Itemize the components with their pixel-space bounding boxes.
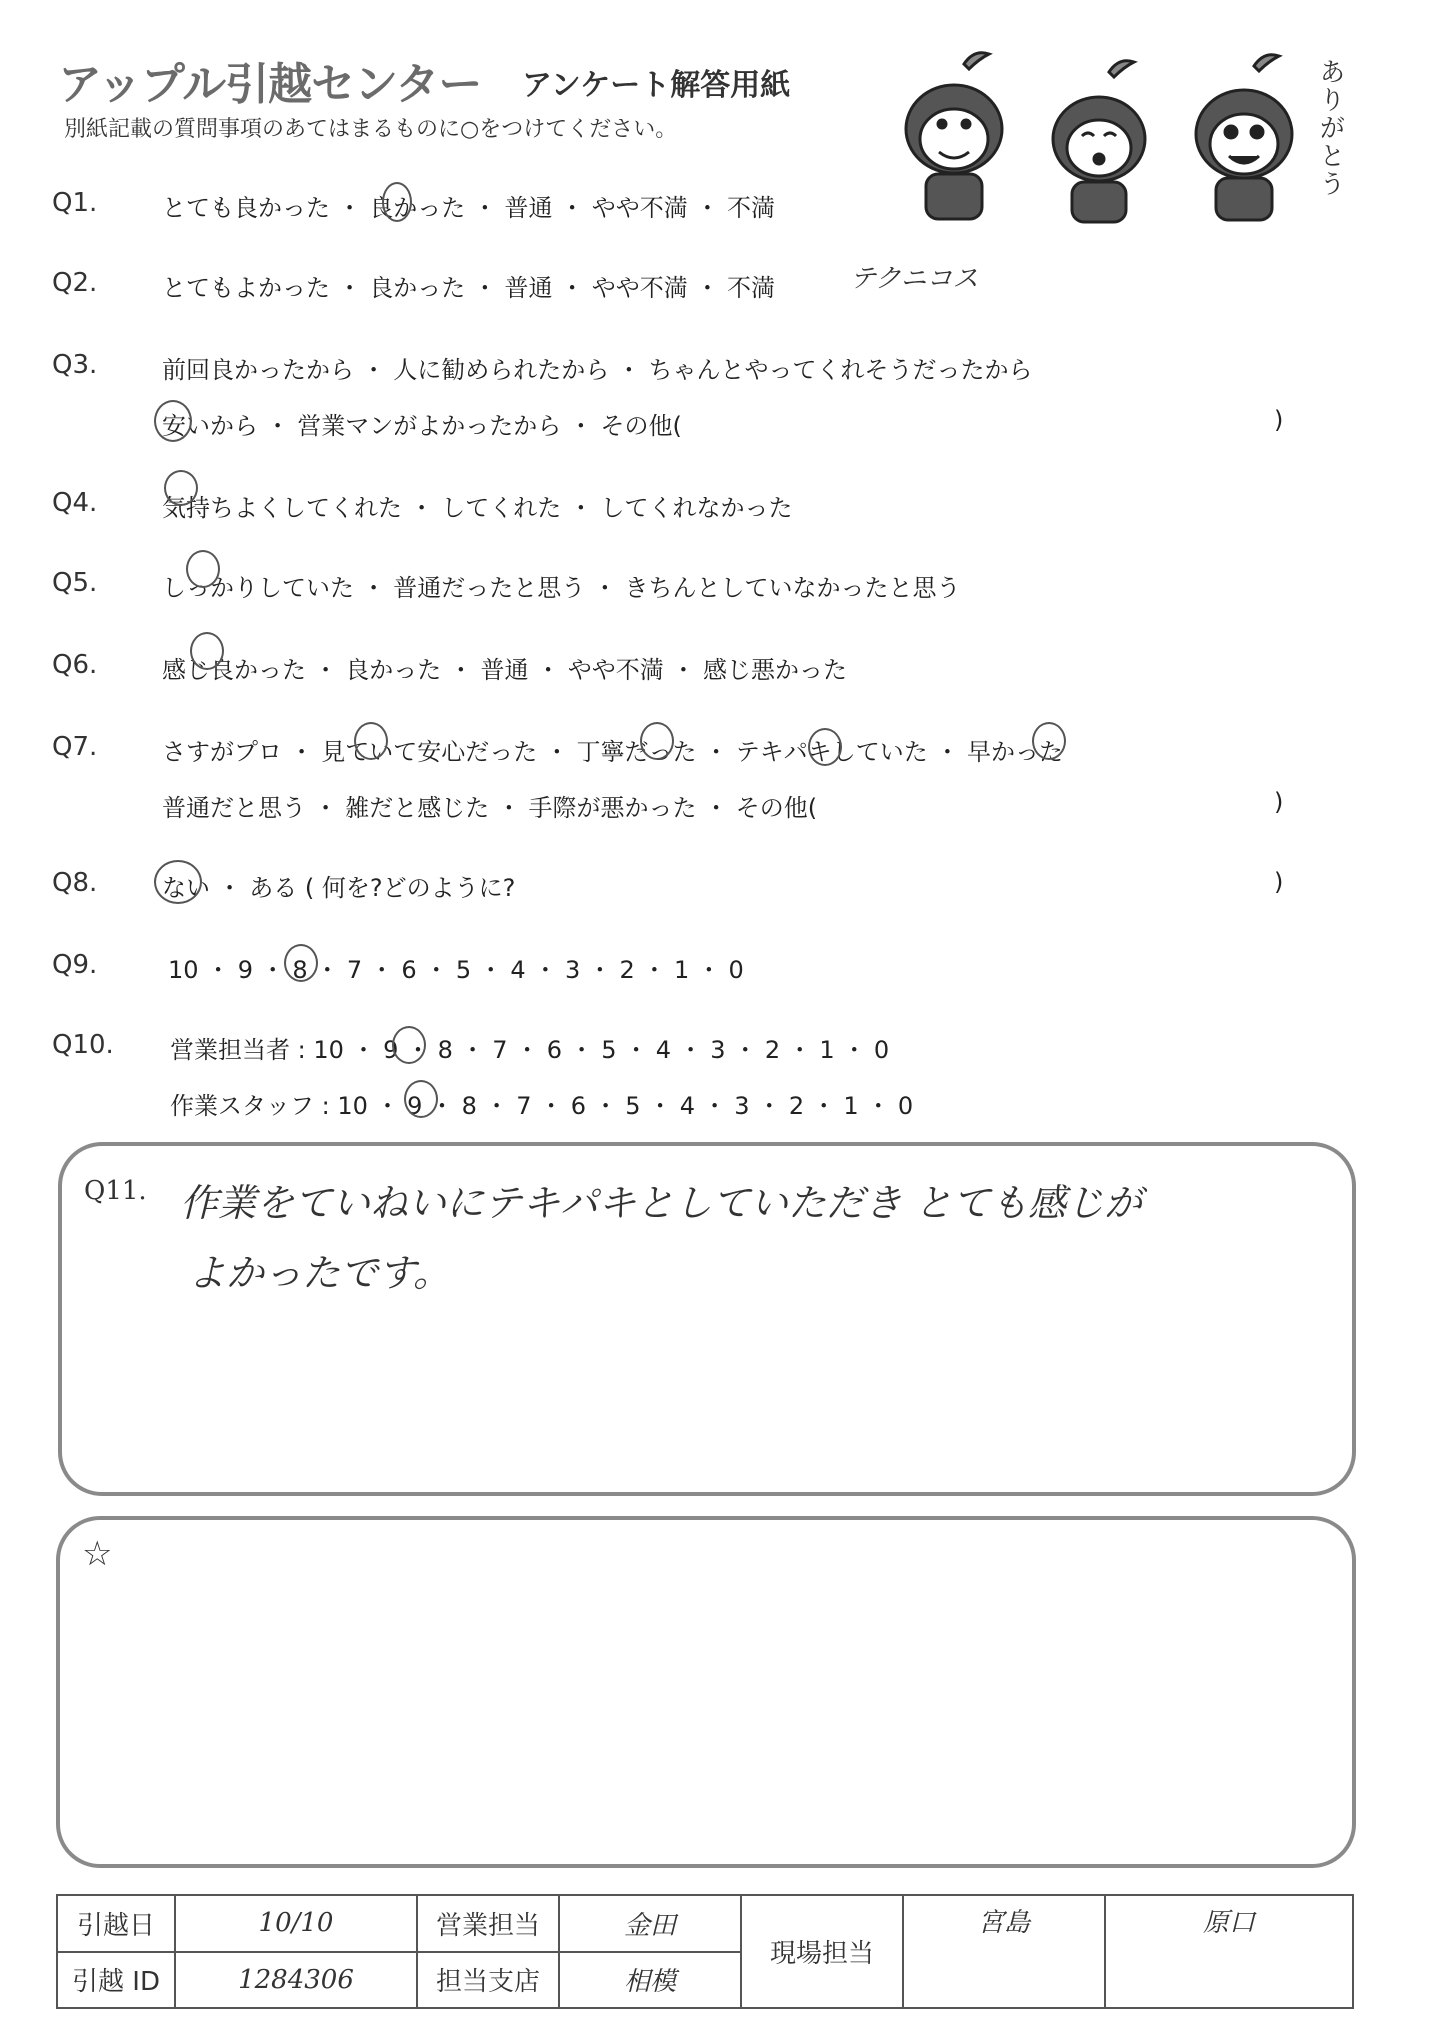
question-number: Q3.: [52, 350, 98, 380]
branch-value: 相模: [559, 1952, 741, 2009]
question-options-line1: さすがプロ ・ 見ていて安心だった ・ 丁寧だった ・ テキパキしていた ・ 早かった: [162, 738, 1064, 766]
question-q9: [0, 950, 1433, 990]
question-options: 感じ良かった ・ 良かった ・ 普通 ・ やや不満 ・ 感じ悪かった: [162, 656, 848, 684]
sales-score-scale: 営業担当者 : 10 ・ 9 ・ 8 ・ 7 ・ 6 ・ 5 ・ 4 ・ 3 ・ 2 ・ 1 ・ 0: [170, 1036, 890, 1064]
selection-mark: [404, 1080, 438, 1118]
selection-mark: [190, 632, 224, 670]
move-date-label: 引越日: [57, 1895, 175, 1952]
selection-mark: [186, 550, 220, 588]
selection-mark: [1032, 722, 1066, 760]
instruction-text: 別紙記載の質問事項のあてはまるものに○をつけてください。: [64, 117, 678, 142]
question-q1: [0, 188, 1433, 228]
selection-mark: [808, 728, 842, 766]
branch-label: 担当支店: [417, 1952, 559, 2009]
question-options-line2: 安いから ・ 営業マンがよかったから ・ その他(: [162, 412, 682, 440]
question-options: とてもよかった ・ 良かった ・ 普通 ・ やや不満 ・ 不満: [162, 274, 776, 302]
question-q7-line2: [0, 788, 1433, 828]
site-staff-value-2: 原口: [1105, 1895, 1353, 2008]
selection-mark: [640, 722, 674, 760]
thanks-text: ありがとう: [1315, 58, 1345, 198]
move-id-value: 1284306: [175, 1952, 417, 2009]
question-options-line1: 前回良かったから ・ 人に勧められたから ・ ちゃんとやってくれそうだったから: [162, 356, 1033, 384]
selection-mark: [284, 944, 318, 982]
site-staff-label: 現場担当: [741, 1895, 903, 2008]
close-paren: ): [1274, 788, 1284, 816]
site-staff-value-1: 宮島: [903, 1895, 1105, 2008]
question-q7: [0, 732, 1433, 772]
selection-mark: [154, 400, 192, 442]
selection-mark: [154, 860, 202, 904]
score-scale: 10 ・ 9 ・ 8 ・ 7 ・ 6 ・ 5 ・ 4 ・ 3 ・ 2 ・ 1 ・ 0: [168, 956, 744, 984]
move-id-label: 引越 ID: [57, 1952, 175, 2009]
question-q5: [0, 568, 1433, 608]
q11-label: Q11.: [84, 1176, 147, 1206]
star-icon: ☆: [82, 1534, 113, 1574]
footer-info-table: [56, 1894, 1354, 2009]
close-paren: ): [1274, 868, 1284, 896]
selection-mark: [354, 722, 388, 760]
company-title: アップル引越センター: [58, 59, 482, 110]
question-number: Q5.: [52, 568, 98, 598]
question-options: しっかりしていた ・ 普通だったと思う ・ きちんとしていなかったと思う: [162, 574, 961, 602]
question-q3-line2: [0, 406, 1433, 446]
question-q10: [0, 1030, 1433, 1070]
question-number: Q10.: [52, 1030, 114, 1060]
staff-score-scale: 作業スタッフ : 10 ・ 9 ・ 8 ・ 7 ・ 6 ・ 5 ・ 4 ・ 3 ・ 2 ・ 1 ・ 0: [170, 1092, 914, 1120]
question-q6: [0, 650, 1433, 690]
star-comment-box: [56, 1516, 1356, 1868]
question-q2: [0, 264, 1433, 308]
question-number: Q7.: [52, 732, 98, 762]
move-date-value: 10/10: [175, 1895, 417, 1952]
form-subtitle: アンケート解答用紙: [522, 68, 791, 103]
question-options: ない ・ ある ( 何を?どのように?: [162, 874, 516, 902]
selection-mark: [164, 470, 198, 506]
q11-answer-line2: よかったです。: [188, 1251, 451, 1295]
question-number: Q6.: [52, 650, 98, 680]
q11-answer-line1: 作業をていねいにテキパキとしていただき とても感じが: [180, 1181, 1143, 1225]
question-number: Q9.: [52, 950, 98, 980]
question-q3: [0, 350, 1433, 390]
question-number: Q2.: [52, 268, 98, 298]
q11-answer-box: [58, 1142, 1356, 1496]
selection-mark: [392, 1026, 426, 1064]
close-paren: ): [1274, 406, 1284, 434]
selection-mark: [382, 182, 412, 222]
question-number: Q4.: [52, 488, 98, 518]
sales-rep-label: 営業担当: [417, 1895, 559, 1952]
question-q10-line2: [0, 1086, 1433, 1126]
sales-rep-value: 金田: [559, 1895, 741, 1952]
handwritten-note: テクニコス: [850, 264, 979, 294]
question-options: とても良かった ・ 良かった ・ 普通 ・ やや不満 ・ 不満: [162, 194, 776, 222]
question-q8: [0, 868, 1433, 908]
question-number: Q1.: [52, 188, 98, 218]
question-number: Q8.: [52, 868, 98, 898]
question-options: 気持ちよくしてくれた ・ してくれた ・ してくれなかった: [162, 494, 793, 522]
question-q4: [0, 488, 1433, 528]
question-options-line2: 普通だと思う ・ 雑だと感じた ・ 手際が悪かった ・ その他(: [162, 794, 818, 822]
